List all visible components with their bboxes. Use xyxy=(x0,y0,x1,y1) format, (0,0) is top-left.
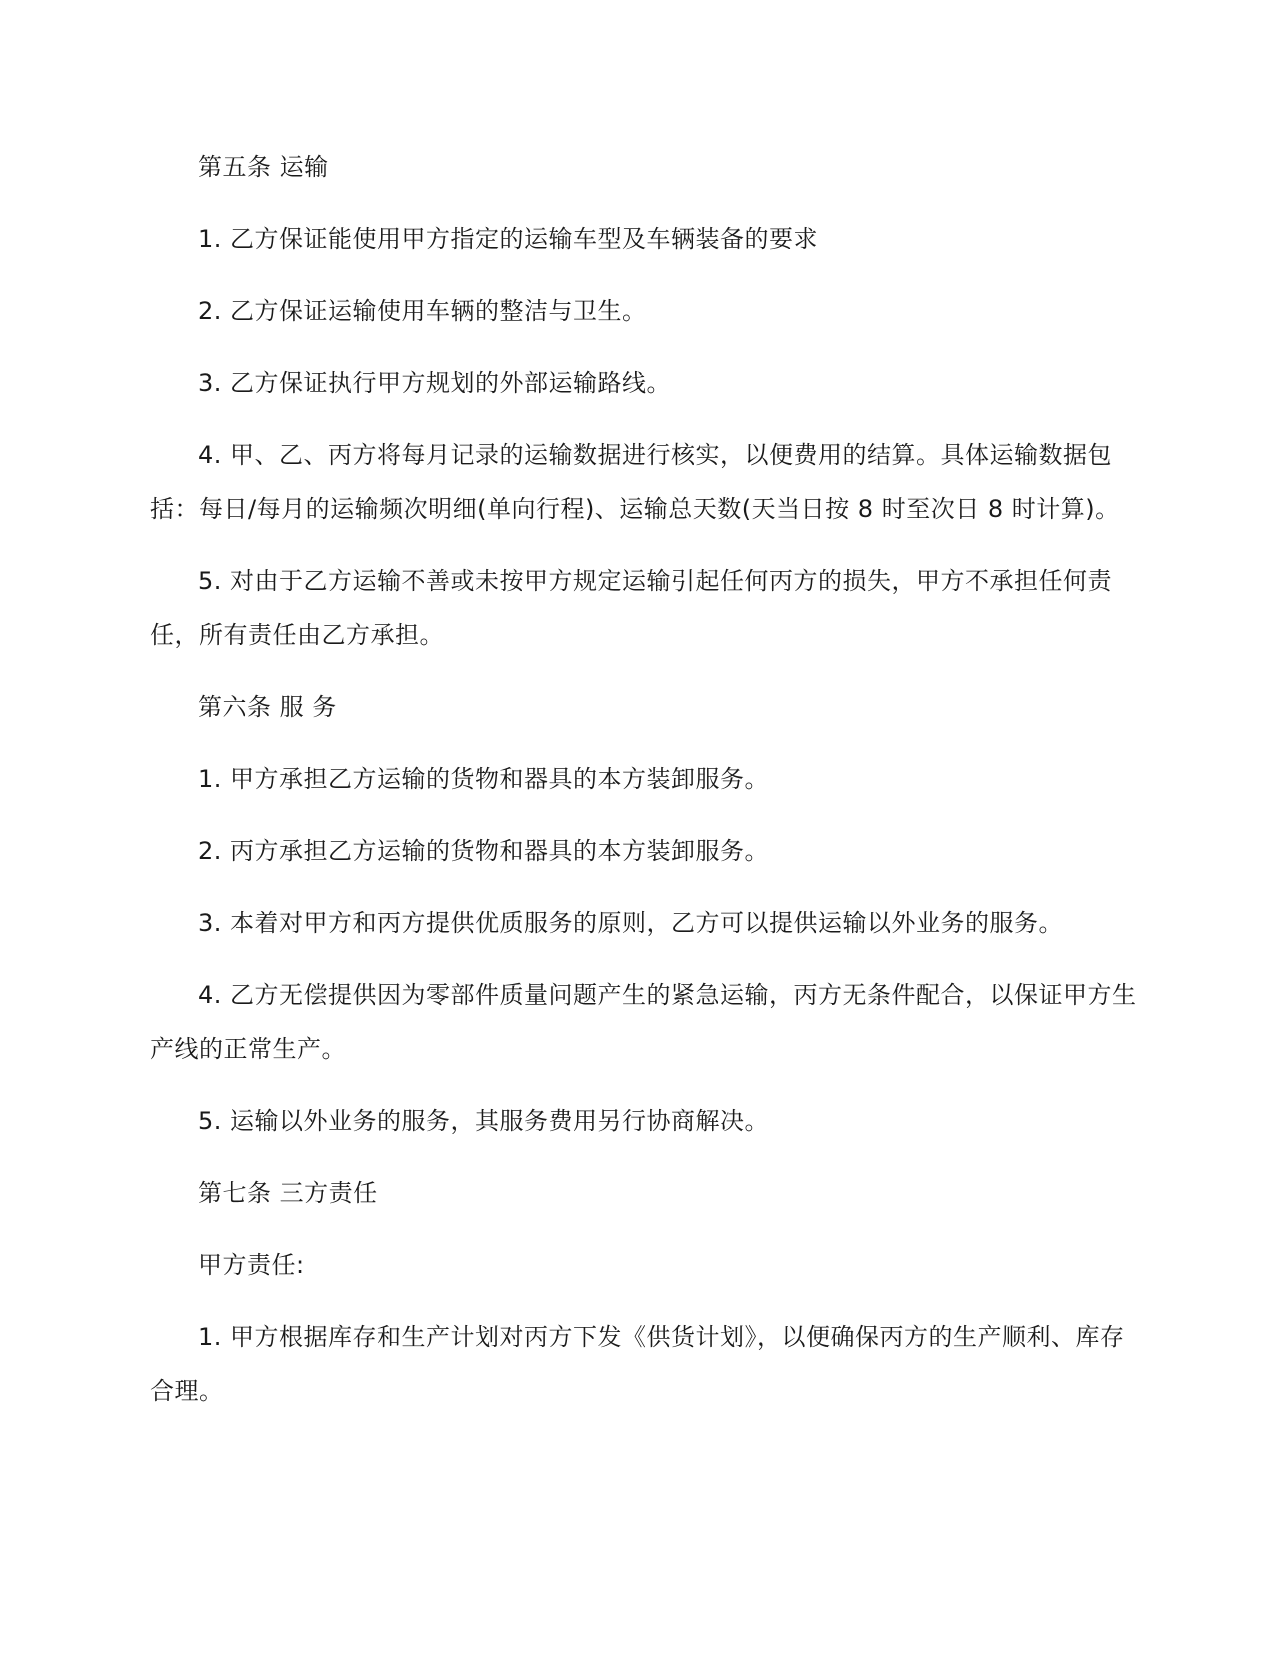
article-6-clause-2: 2. 丙方承担乙方运输的货物和器具的本方装卸服务。 xyxy=(198,837,770,865)
article-5-clause-4: 4. 甲、乙、丙方将每月记录的运输数据进行核实，以便费用的结算。具体运输数据包括：每日/每月的运输频次明细(单向行程)、运输总天数(天当日按 8 时至次日 8 时计算)。 xyxy=(150,441,1120,523)
party-a-responsibility-heading: 甲方责任: xyxy=(198,1251,305,1279)
article-5-clause-5: 5. 对由于乙方运输不善或未按甲方规定运输引起任何丙方的损失，甲方不承担任何责任，所有责任由乙方承担。 xyxy=(150,567,1113,649)
document-page xyxy=(150,140,1140,1436)
article-6-clause-1: 1. 甲方承担乙方运输的货物和器具的本方装卸服务。 xyxy=(198,765,770,793)
article-5-clause-1: 1. 乙方保证能使用甲方指定的运输车型及车辆装备的要求 xyxy=(198,225,819,253)
article-6-clause-4: 4. 乙方无偿提供因为零部件质量问题产生的紧急运输，丙方无条件配合，以保证甲方生产线的正常生产。 xyxy=(150,981,1137,1063)
article-7-heading: 第七条 三方责任 xyxy=(198,1179,378,1207)
article-5-heading: 第五条 运输 xyxy=(198,153,329,181)
article-6-clause-3: 3. 本着对甲方和丙方提供优质服务的原则，乙方可以提供运输以外业务的服务。 xyxy=(198,909,1064,937)
party-a-clause-1: 1. 甲方根据库存和生产计划对丙方下发《供货计划》，以便确保丙方的生产顺利、库存合理。 xyxy=(150,1323,1125,1405)
article-5-clause-2: 2. 乙方保证运输使用车辆的整洁与卫生。 xyxy=(198,297,647,325)
article-5-clause-3: 3. 乙方保证执行甲方规划的外部运输路线。 xyxy=(198,369,672,397)
article-6-heading: 第六条 服 务 xyxy=(198,693,337,721)
article-6-clause-5: 5. 运输以外业务的服务，其服务费用另行协商解决。 xyxy=(198,1107,770,1135)
